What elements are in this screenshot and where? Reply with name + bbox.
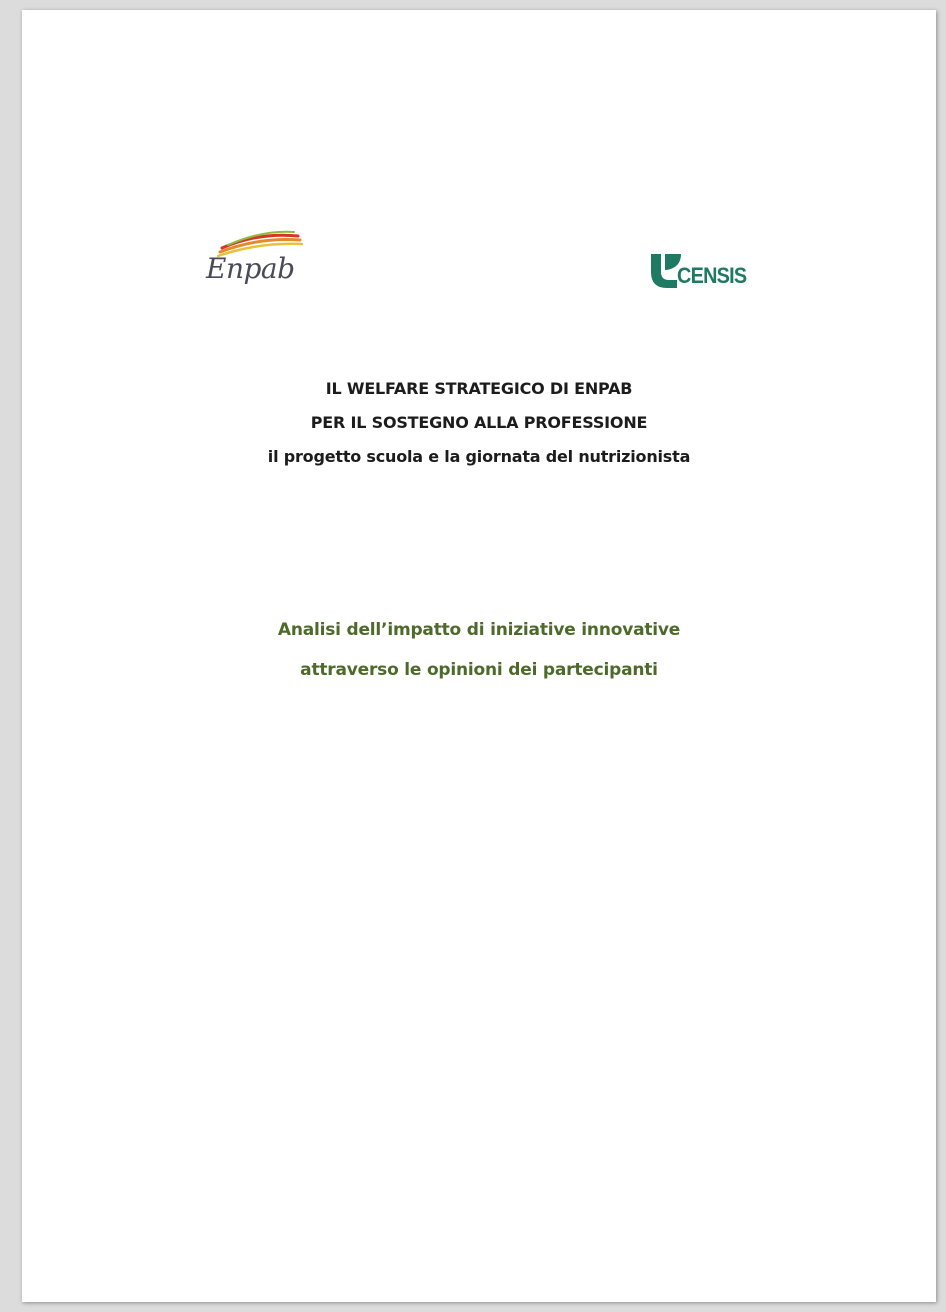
document-title <box>22 372 936 474</box>
title-line-1: IL WELFARE STRATEGICO DI ENPAB <box>325 379 633 398</box>
title-line-2: PER IL SOSTEGNO ALLA PROFESSIONE <box>310 413 648 432</box>
document-subtitle <box>22 610 936 690</box>
enpab-logo <box>204 228 308 292</box>
enpab-logo-text: Enpab <box>206 252 295 285</box>
censis-logo-text: CENSIS <box>677 263 747 288</box>
censis-logo <box>647 250 757 292</box>
document-page <box>22 10 936 1302</box>
subtitle-line-1: Analisi dell’impatto di iniziative innovative <box>277 620 681 640</box>
subtitle-line-2: attraverso le opinioni dei partecipanti <box>300 660 658 680</box>
title-line-3: il progetto scuola e la giornata del nutrizionista <box>267 447 691 466</box>
